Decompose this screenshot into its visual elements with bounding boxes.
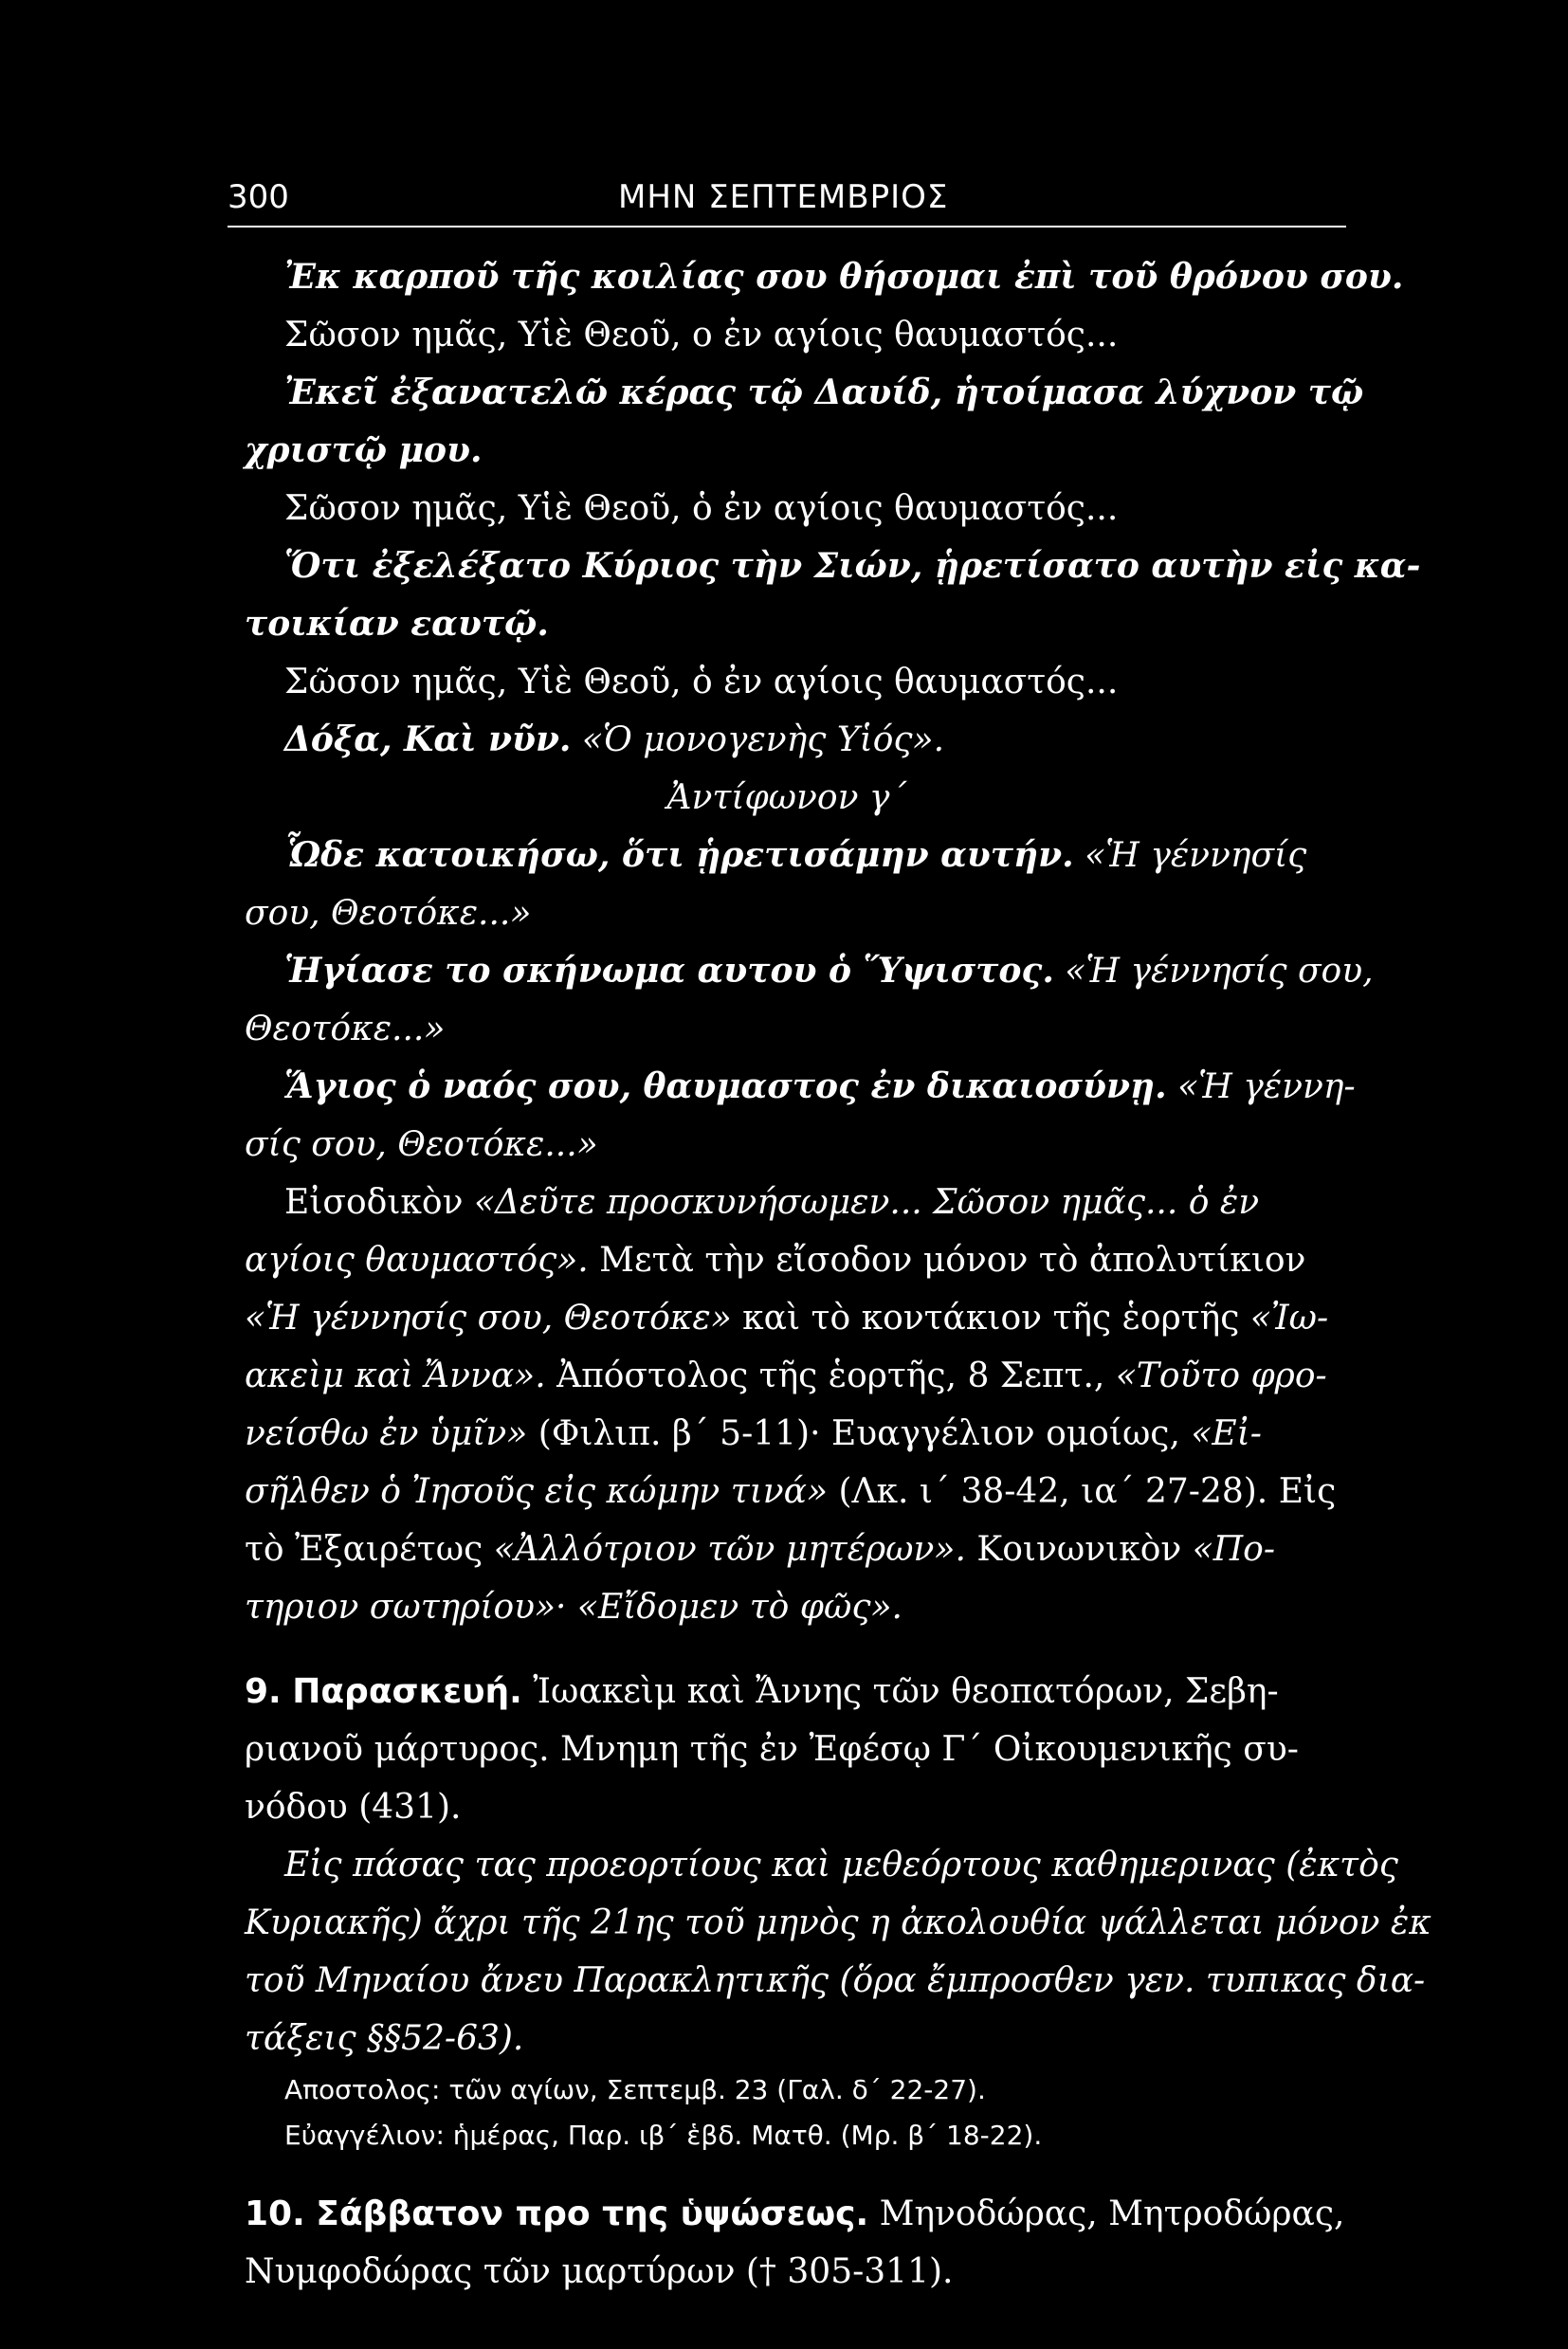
rubric-line: τὸ Ἐξαιρέτως «Ἀλλότριον τῶν μητέρων». Κοινωνικὸν «Πο- <box>245 1530 1276 1569</box>
typikon-rubric: τοῦ Μηναίου ἄνευ Παρακλητικῆς (ὅρα ἔμπροσθεν γεν. τυπικας δια- <box>245 1961 1426 2000</box>
day-9-heading: 9. Παρασκευή. Ἰωακεὶμ καὶ Ἄννης τῶν θεοπατόρων, Σεβη- <box>245 1672 1279 1711</box>
rubric-line: νείσθω ἐν ὑμῖν» (Φιλιπ. β΄ 5-11)· Ευαγγέλιον ομοίως, «Εἰ- <box>245 1414 1262 1453</box>
refrain-line: σου, Θεοτόκε...» <box>245 894 532 933</box>
page-number: 300 <box>228 178 289 216</box>
refrain-line: Σῶσον ημᾶς, Υἱὲ Θεοῦ, ο ἐν αγίοις θαυμαστός... <box>284 316 1119 355</box>
day-9-line: ριανοῦ μάρτυρος. Μνημη τῆς ἐν Ἐφέσῳ Γ΄ Οἰκουμενικῆς συ- <box>245 1730 1299 1769</box>
verse-line: Ἐκεῖ ἐξανατελῶ κέρας τῷ Δαυίδ, ἡτοίμασα λύχνον τῷ <box>284 373 1364 412</box>
day-10-line: Νυμφοδώρας τῶν μαρτύρων († 305-311). <box>245 2252 954 2291</box>
page-content <box>228 248 1431 2301</box>
verse-line: Ὅτι ἐξελέξατο Κύριος τὴν Σιών, ᾑρετίσατο αυτὴν εἰς κα- <box>284 546 1421 586</box>
glory-line <box>228 711 1346 769</box>
day-9-line: νόδου (431). <box>245 1788 462 1827</box>
verse-line: Ἅγιος ὁ ναός σου, θαυμαστος ἐν δικαιοσύνῃ. «Ἡ γέννη- <box>284 1066 1356 1106</box>
running-title: ΜΗΝ ΣΕΠΤΕΜΒΡΙΟΣ <box>618 178 949 216</box>
verse-line: Ἐκ καρποῦ τῆς κοιλίας σου θήσομαι ἐπὶ τοῦ θρόνου σου. <box>284 257 1404 297</box>
rubric-line: Εἰσοδικὸν «Δεῦτε προσκυνήσωμεν... Σῶσον ημᾶς... ὁ ἐν <box>284 1183 1260 1222</box>
refrain-line: Σῶσον ημᾶς, Υἱὲ Θεοῦ, ὁ ἐν αγίοις θαυμαστός... <box>284 489 1119 528</box>
gospel-reading: Εὐαγγέλιον: ἡμέρας, Παρ. ιβ΄ ἑβδ. Ματθ. (Μρ. β΄ 18-22). <box>284 2120 1043 2151</box>
day-number: 9. <box>245 1672 282 1711</box>
refrain-line: Σῶσον ημᾶς, Υἱὲ Θεοῦ, ὁ ἐν αγίοις θαυμαστός... <box>284 663 1119 701</box>
refrain-line: Θεοτόκε...» <box>245 1010 446 1048</box>
verse-line: Ἡγίασε το σκήνωμα αυτου ὁ Ὕψιστος. «Ἡ γέννησίς σου, <box>284 951 1374 991</box>
verse-line: τοικίαν εαυτῷ. <box>245 604 549 644</box>
rubric-line: αγίοις θαυμαστός». Μετὰ τὴν εἴσοδον μόνον τὸ ἀπολυτίκιον <box>245 1241 1306 1280</box>
rubric-line: τηριον σωτηρίου»· «Εἴδομεν τὸ φῶς». <box>245 1588 903 1627</box>
refrain-line: σίς σου, Θεοτόκε...» <box>245 1125 598 1164</box>
rubric-line: ακεὶμ καὶ Ἄννα». Ἀπόστολος τῆς ἑορτῆς, 8 Σεπτ., «Τοῦτο φρο- <box>245 1357 1327 1395</box>
day-name: Σάββατον προ της ὑψώσεως. <box>316 2194 869 2233</box>
glory-hymn: «Ὁ μονογενὴς Υἱός». <box>571 720 945 759</box>
day-10-heading: 10. Σάββατον προ της ὑψώσεως. Μηνοδώρας, Μητροδώρας, <box>245 2194 1345 2233</box>
typikon-rubric: Κυριακῆς) ἄχρι τῆς 21ης τοῦ μηνὸς η ἀκολουθία ψάλλεται μόνον ἐκ <box>245 1903 1431 1942</box>
glory-label: Δόξα, Καὶ νῦν. <box>284 719 572 759</box>
antiphon-heading: Ἀντίφωνον γ΄ <box>666 778 907 817</box>
typikon-rubric: τάξεις §§52-63). <box>245 2019 524 2058</box>
rubric-line: «Ἡ γέννησίς σου, Θεοτόκε» καὶ τὸ κοντάκιον τῆς ἑορτῆς «Ἰω- <box>245 1299 1329 1338</box>
day-number: 10. <box>245 2194 305 2233</box>
header-rule <box>228 226 1346 228</box>
typikon-rubric: Εἰς πάσας τας προεορτίους καὶ μεθεόρτους καθημερινας (ἐκτὸς <box>284 1846 1398 1885</box>
verse-line: Ὧδε κατοικήσω, ὅτι ᾑρετισάμην αυτήν. «Ἡ γέννησίς <box>284 835 1307 875</box>
rubric-line: σῆλθεν ὁ Ἰησοῦς εἰς κώμην τινά» (Λκ. ι΄ 38-42, ια΄ 27-28). Εἰς <box>245 1472 1337 1511</box>
day-name: Παρασκευή. <box>292 1672 522 1711</box>
verse-line: χριστῷ μου. <box>245 430 483 470</box>
apostle-reading: Αποστολος: τῶν αγίων, Σεπτεμβ. 23 (Γαλ. δ΄ 22-27). <box>284 2074 986 2105</box>
